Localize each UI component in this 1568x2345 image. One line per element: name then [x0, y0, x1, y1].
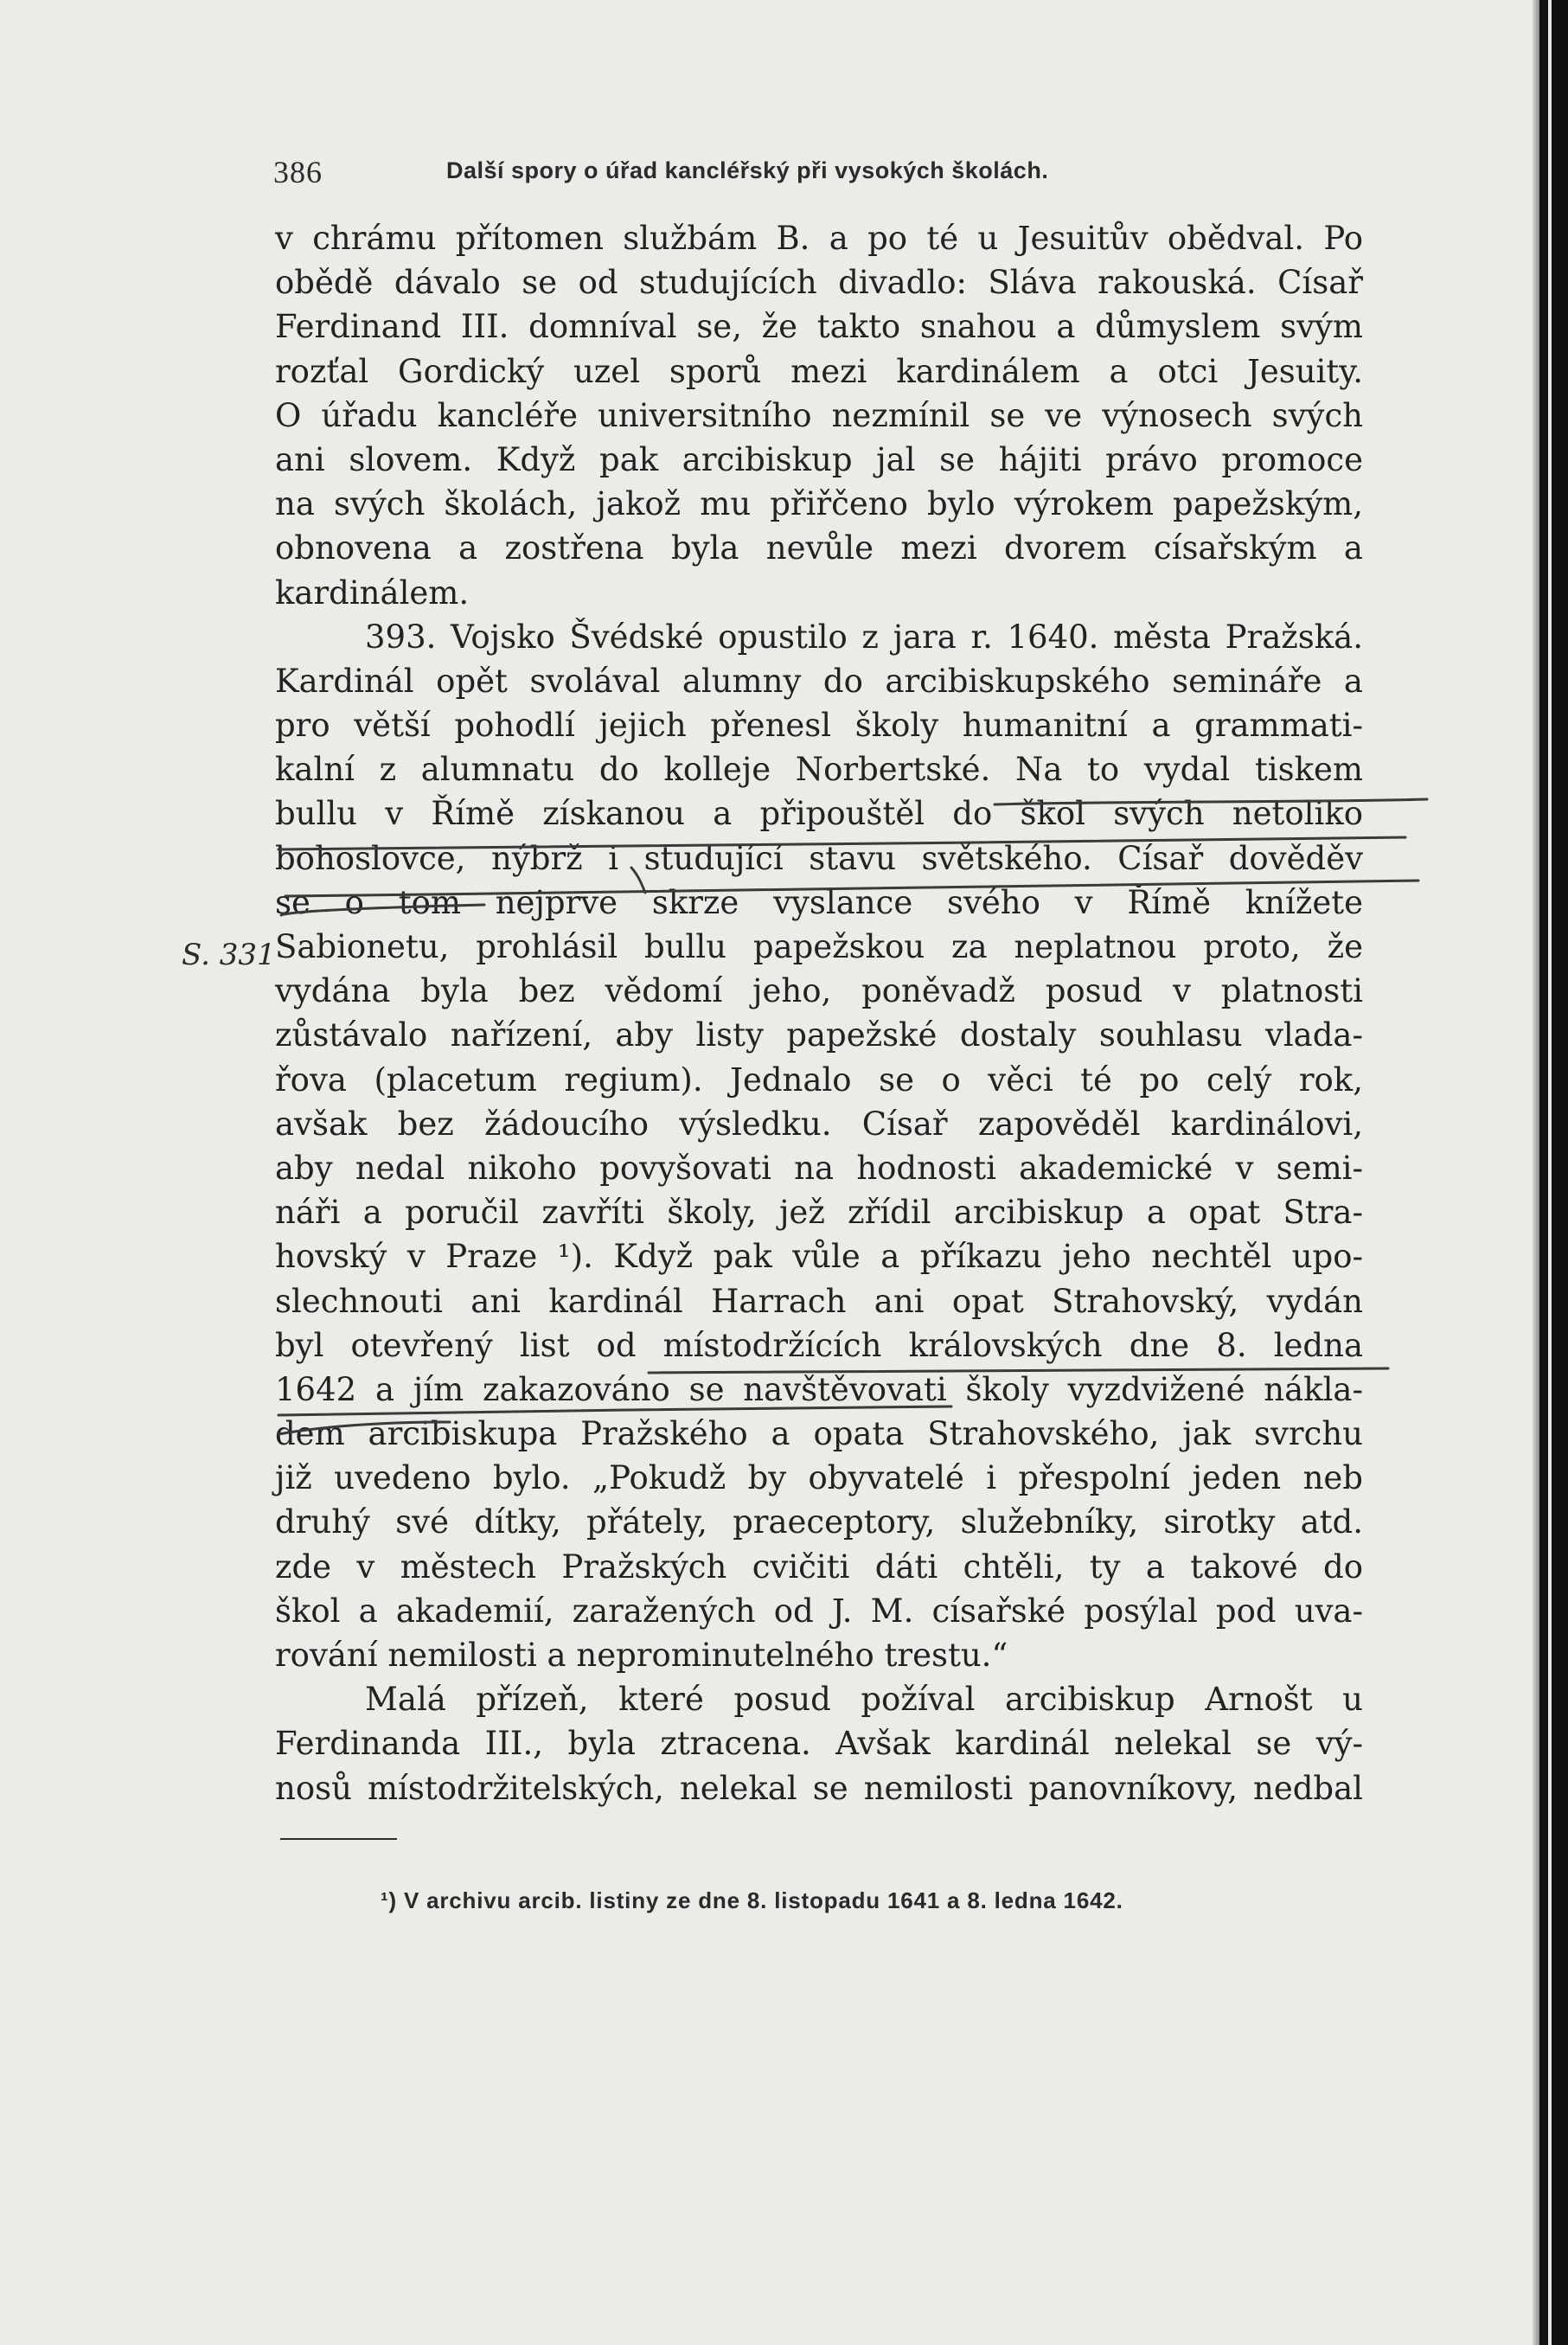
text-line: byl otevřený list od místodržících královských dne 8. ledna [275, 1326, 1363, 1364]
text-line: 393. Vojsko Švédské opustilo z jara r. 1640. města Pražská. [365, 618, 1363, 656]
underline-mark [281, 905, 484, 915]
text-line: obědě dávalo se od studujících divadlo: Sláva rakouská. Císař [275, 264, 1363, 302]
text-line: rování nemilosti a neprominutelného trestu.“ [275, 1637, 1008, 1674]
underline-mark [278, 837, 1405, 849]
text-line: Sabionetu, prohlásil bullu papežskou za neplatnou proto, že [275, 928, 1363, 965]
handwritten-margin-note: S. 331 [182, 938, 276, 972]
text-line: pro větší pohodlí jejich přenesl školy humanitní a grammati- [275, 707, 1363, 745]
text-line: ani slovem. Když pak arcibiskup jal se hájiti právo promoce [275, 440, 1363, 478]
text-line: bohoslovce, nýbrž i studující stavu světského. Císař dověděv [275, 839, 1363, 877]
footnote: ¹) V archivu arcib. listiny ze dne 8. listopadu 1641 a 8. ledna 1642. [381, 1887, 1123, 1913]
text-line: kalní z alumnatu do kolleje Norbertské. Na to vydal tiskem [275, 751, 1363, 789]
underline-mark [285, 881, 1418, 896]
text-line: Ferdinand III. domníval se, že takto snahou a důmyslem svým [275, 308, 1363, 346]
text-line: kardinálem. [275, 573, 470, 612]
running-head: Další spory o úřad kancléřský při vysokých školách. [446, 157, 1049, 183]
text-line: avšak bez žádoucího výsledku. Císař zapověděl kardinálovi, [275, 1105, 1363, 1143]
text-line: vydána byla bez vědomí jeho, poněvadž posud v platnosti [275, 972, 1363, 1010]
text-line: druhý své dítky, přátely, praeceptory, služebníky, sirotky atd. [275, 1503, 1363, 1541]
text-line: Malá přízeň, které posud požíval arcibiskup Arnošt u [365, 1681, 1363, 1719]
text-line: náři a poručil zavříti školy, jež zřídil arcibiskup a opat Stra- [275, 1194, 1363, 1232]
text-line: v chrámu přítomen službám B. a po té u Jesuitův obědval. Po [275, 220, 1363, 257]
page-number: 386 [273, 155, 323, 189]
underline-mark [995, 799, 1427, 804]
text-line: rozťal Gordický uzel sporů mezi kardinálem a otci Jesuity. [275, 352, 1363, 390]
page-edge-shadow [1533, 0, 1539, 2345]
underline-mark [649, 1368, 1388, 1373]
scan-border [1539, 0, 1568, 2345]
text-line: zde v městech Pražských cvičiti dáti chtěli, ty a takové do [275, 1547, 1363, 1586]
text-line: škol a akademií, zaražených od J. M. císařské posýlal pod uva- [275, 1592, 1363, 1630]
text-line: slechnouti ani kardinál Harrach ani opat Strahovský, vydán [275, 1282, 1363, 1320]
text-line: aby nedal nikoho povyšovati na hodnosti akademické v semi- [275, 1149, 1363, 1187]
footnote-rule [280, 1838, 397, 1840]
text-line: obnovena a zostřena byla nevůle mezi dvorem císařským a [275, 529, 1363, 567]
scan-border-line [1548, 0, 1552, 2345]
text-line: dem arcibiskupa Pražského a opata Strahovského, jak svrchu [275, 1415, 1363, 1453]
text-line: hovský v Praze ¹). Když pak vůle a příkazu jeho nechtěl upo- [275, 1238, 1363, 1276]
text-line: Kardinál opět svolával alumny do arcibiskupského semináře a [275, 662, 1363, 700]
text-line: se o tom nejprve skrze vyslance svého v Římě knížete [275, 883, 1363, 921]
text-line: zůstávalo nařízení, aby listy papežské dostaly souhlasu vlada- [275, 1016, 1363, 1054]
underline-mark [278, 1422, 450, 1434]
text-line: řova (placetum regium). Jednalo se o věci té po celý rok, [275, 1060, 1363, 1099]
underline-mark [278, 1406, 951, 1415]
text-line: Ferdinanda III., byla ztracena. Avšak kardinál nelekal se vý- [275, 1725, 1363, 1763]
underline-mark [631, 868, 645, 893]
text-line: O úřadu kancléře universitního nezmínil se ve výnosech svých [275, 396, 1363, 434]
text-line: na svých školách, jakož mu přiřčeno bylo výrokem papežským, [275, 485, 1363, 523]
text-line: již uvedeno bylo. „Pokudž by obyvatelé i přespolní jeden neb [275, 1459, 1363, 1497]
text-line: bullu v Římě získanou a připouštěl do škol svých netoliko [275, 795, 1363, 833]
text-line: 1642 a jím zakazováno se navštěvovati školy vyzdvižené nákla- [275, 1370, 1363, 1408]
text-line: nosů místodržitelských, nelekal se nemilosti panovníkovy, nedbal [275, 1769, 1363, 1807]
